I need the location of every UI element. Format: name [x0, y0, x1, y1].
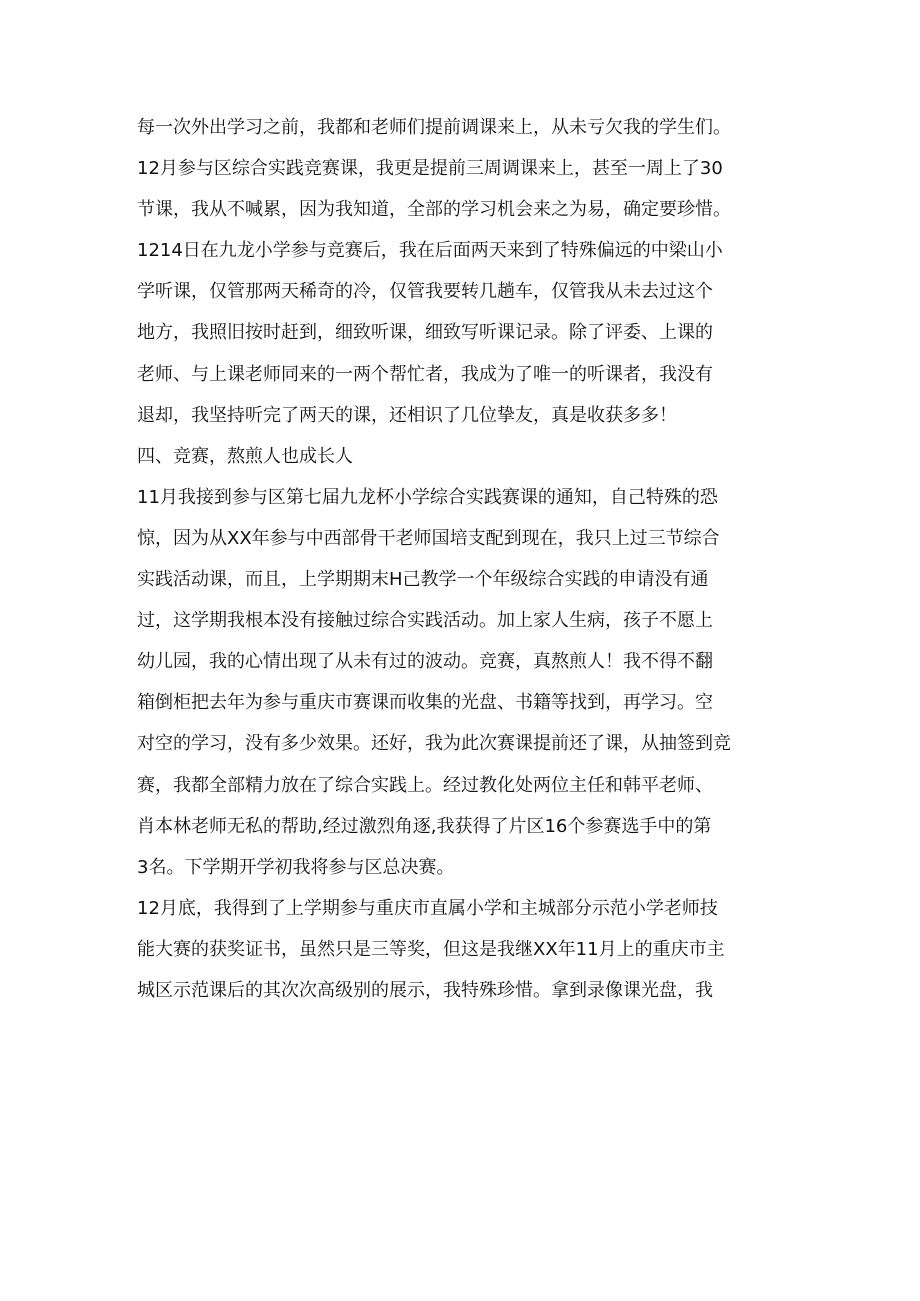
text-line: 11月我接到参与区第七届九龙杯小学综合实践赛课的通知，自己特殊的恐: [137, 486, 718, 508]
section-heading: 四、竞赛，熬煎人也成长人: [137, 445, 353, 467]
text-line: 1214日在九龙小学参与竞赛后，我在后面两天来到了特殊偏远的中梁山小: [137, 240, 723, 262]
text-line: 退却，我坚持听完了两天的课，还相识了几位挚友，真是收获多多！: [137, 404, 677, 426]
text-line: 城区示范课后的其次次高级别的展示，我特殊珍惜。拿到录像课光盘，我: [137, 979, 713, 1001]
text-line: 惊，因为从XX年参与中西部骨干老师国培支配到现在，我只上过三节综合: [137, 527, 720, 549]
text-line: 节课，我从不喊累，因为我知道，全部的学习机会来之为易，确定要珍惜。: [137, 199, 731, 221]
text-line: 老师、与上课老师同来的一两个帮忙者，我成为了唯一的听课者，我没有: [137, 363, 713, 385]
text-line: 3名。下学期开学初我将参与区总决赛。: [137, 856, 455, 878]
text-line: 每一次外出学习之前，我都和老师们提前调课来上，从未亏欠我的学生们。: [137, 117, 731, 138]
text-line: 12月底，我得到了上学期参与重庆市直属小学和主城部分示范小学老师技: [137, 897, 718, 919]
text-line: 地方，我照旧按时赶到，细致听课，细致写听课记录。除了评委、上课的: [137, 322, 713, 344]
document-body: [137, 107, 797, 1011]
text-line: 对空的学习，没有多少效果。还好，我为此次赛课提前还了课，从抽签到竞: [137, 733, 731, 755]
text-line: 过，这学期我根本没有接触过综合实践活动。加上家人生病，孩子不愿上: [137, 610, 713, 632]
text-line: 赛，我都全部精力放在了综合实践上。经过教化处两位主任和韩平老师、: [137, 774, 713, 796]
text-line: 箱倒柜把去年为参与重庆市赛课而收集的光盘、书籍等找到，再学习。空: [137, 692, 713, 714]
text-line: 幼儿园，我的心情出现了从未有过的波动。竞赛，真熬煎人！我不得不翻: [137, 651, 713, 673]
text-line: 能大赛的获奖证书，虽然只是三等奖，但这是我继XX年11月上的重庆市主: [137, 938, 725, 960]
text-line: 实践活动课，而且，上学期期末H己教学一个年级综合实践的申请没有通: [137, 569, 709, 591]
text-line: 学听课，仅管那两天稀奇的冷，仅管我要转几趟车，仅管我从未去过这个: [137, 281, 713, 303]
text-line: 肖本林老师无私的帮助,经过激烈角逐,我获得了片区16个参赛选手中的第: [137, 815, 712, 837]
text-line: 12月参与区综合实践竞赛课，我更是提前三周调课来上，甚至一周上了30: [137, 158, 723, 180]
